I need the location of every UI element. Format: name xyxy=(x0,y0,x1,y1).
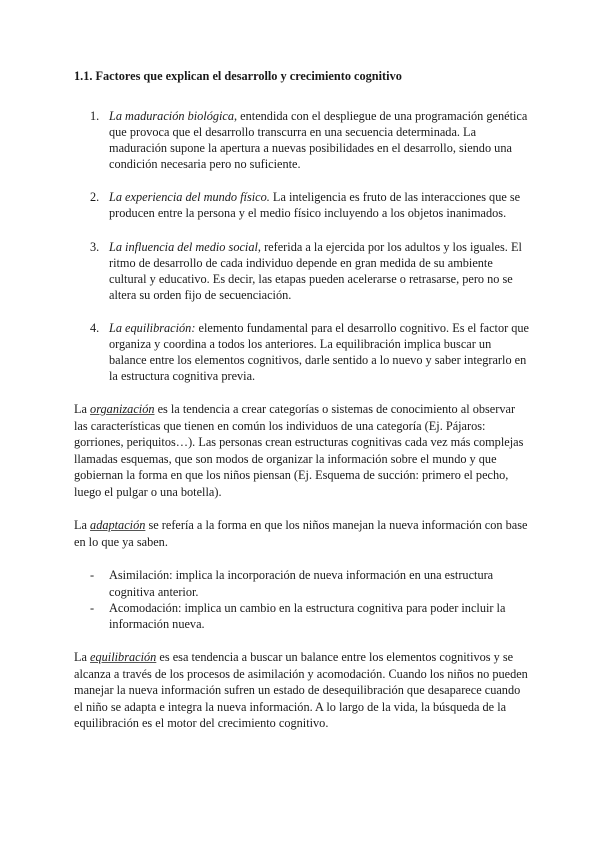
list-item xyxy=(74,239,530,303)
list-item xyxy=(74,189,530,221)
factor-term: La maduración biológica xyxy=(109,109,235,123)
term-organizacion: organización xyxy=(90,402,155,417)
section-heading: 1.1. Factores que explican el desarrollo y crecimiento cognitivo xyxy=(74,69,402,83)
factor-term: La influencia del medio social xyxy=(109,239,258,254)
factor-text: elemento fundamental para el desarrollo cognitivo. Es el factor que organiza y coordina a todos los anteriores. La equilibración implica buscar un balance entre los elementos cognitivos, darle sentido a lo nuevo y saber integrarlo en la estructura cognitiva previa. xyxy=(109,320,530,384)
equilibracion-paragraph xyxy=(74,649,530,732)
paragraph-prefix: La xyxy=(74,402,91,417)
list-item xyxy=(74,600,530,632)
term-adaptacion: adaptación xyxy=(90,518,146,533)
list-item xyxy=(74,108,530,172)
paragraph-text: es la tendencia a crear categorías o sistemas de conocimiento al observar las características que tienen en común los individuos de una categoría (Ej. Pájaros: gorriones, periquitos…). Las personas crean estructuras cognitivas cada vez más complejas llamadas esquemas, que son modos de organizar la información sobre el mundo y que gobiernan la forma en que los niños piensan (Ej. Esquema de succión: primero el pecho, luego el pulgar o una botella). xyxy=(74,402,524,499)
paragraph-prefix: La xyxy=(74,650,91,665)
dash-bullet: - xyxy=(90,568,95,583)
dash-bullet: - xyxy=(90,600,95,615)
adaptacion-list xyxy=(74,567,530,632)
term-equilibracion: equilibración xyxy=(90,650,157,665)
factor-text: La inteligencia es fruto de las interacciones que se producen entre la persona y el medio físico incluyendo a los objetos inanimados. xyxy=(109,190,521,221)
item-text: Acomodación: implica un cambio en la estructura cognitiva para poder incluir la información nueva. xyxy=(109,600,506,631)
paragraph-prefix: La xyxy=(74,518,91,533)
list-number: 2. xyxy=(90,190,100,205)
list-item xyxy=(74,320,530,384)
list-item xyxy=(74,567,530,599)
factors-list xyxy=(74,108,530,384)
paragraph-text: se refería a la forma en que los niños manejan la nueva información con base en lo que ya saben. xyxy=(74,518,528,549)
organizacion-paragraph xyxy=(74,401,530,500)
list-number: 3. xyxy=(90,239,100,254)
document-page xyxy=(74,68,530,749)
adaptacion-paragraph xyxy=(74,517,530,550)
paragraph-text: es esa tendencia a buscar un balance entre los elementos cognitivos y se alcanza a través de los procesos de asimilación y acomodación. Cuando los niños no pueden manejar la nueva información sufren un estado de desequilibración que desaparece cuando el niño se adapta e integra la nueva información. A lo largo de la vida, la búsqueda de la equilibración es el motor del crecimiento cognitivo. xyxy=(74,650,528,731)
factor-text: , entendida con el despliegue de una programación genética que provoca que el desarrollo transcurra en una secuencia determinada. La maduración supone la apertura a nuevas posibilidades en el desarrollo, siendo una condición necesaria pero no suficiente. xyxy=(109,109,528,172)
factor-term: La experiencia del mundo físico. xyxy=(109,190,270,205)
item-text: Asimilación: implica la incorporación de nueva información en una estructura cognitiva anterior. xyxy=(109,568,494,599)
factor-term: La equilibración: xyxy=(109,320,196,335)
factor-text: , referida a la ejercida por los adultos y los iguales. El ritmo de desarrollo de cada individuo depende en gran medida de su ambiente cultural y educativo. Es decir, las etapas pueden acelerarse o retrasarse, pero no se altera su orden fijo de secuenciación. xyxy=(109,239,522,302)
list-number: 1. xyxy=(90,109,100,123)
list-number: 4. xyxy=(90,320,100,335)
